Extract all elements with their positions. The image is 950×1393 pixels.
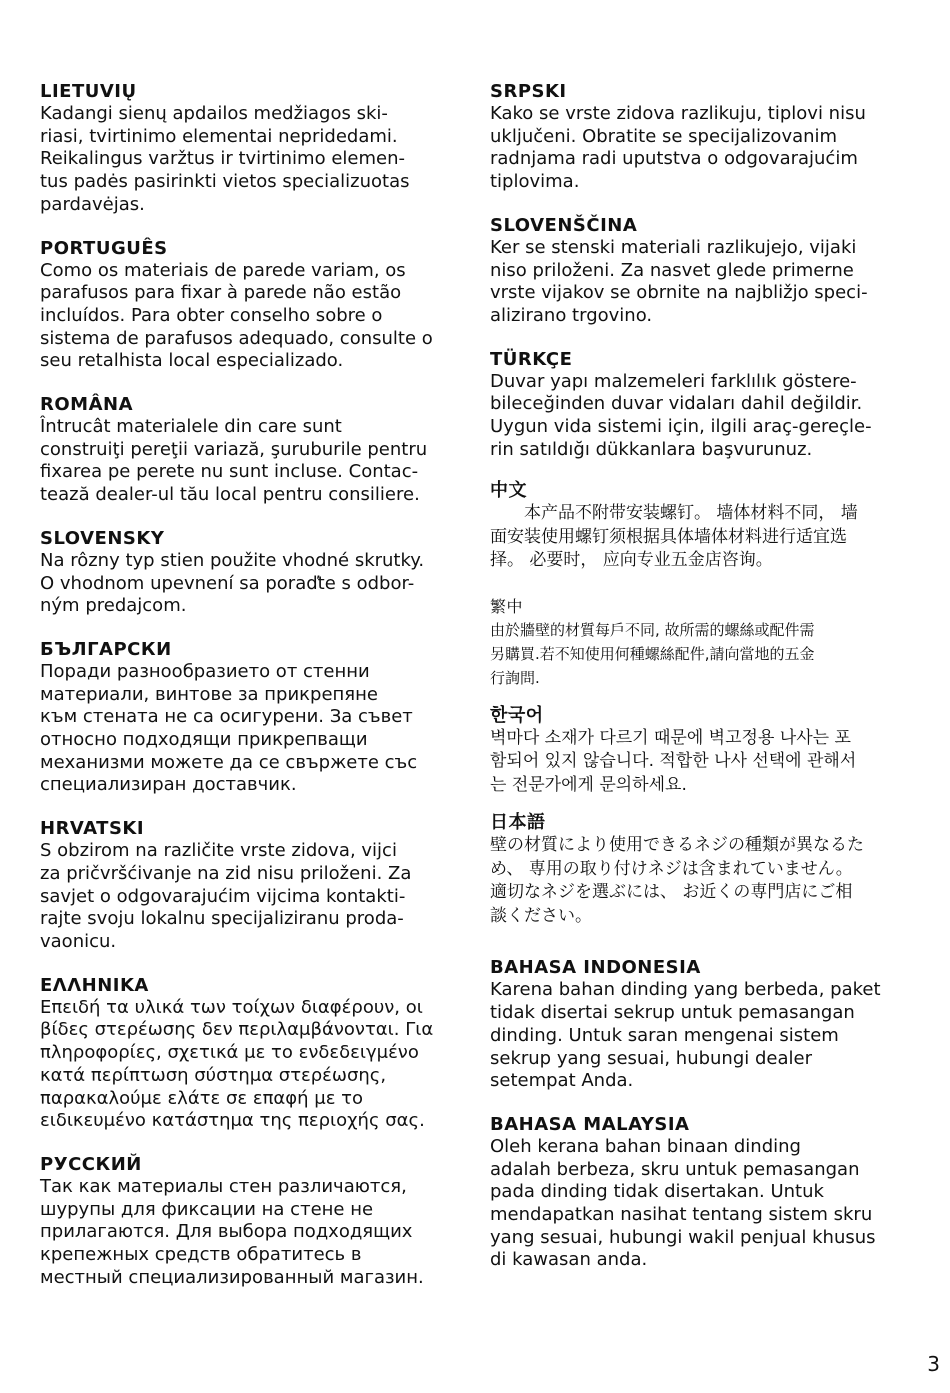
section-heading: BAHASA INDONESIA — [490, 957, 701, 979]
body-text-line: dinding. Untuk saran mengenai sistem — [490, 1024, 839, 1046]
body-text-line: mendapatkan nasihat tentang sistem skru — [490, 1204, 873, 1226]
body-text-line: към стената не са осигурени. За съвет — [40, 706, 413, 728]
body-text-line: 择。 必要时， 应向专业五金店咨询。 — [490, 550, 773, 571]
section-heading: SRPSKI — [490, 81, 567, 102]
body-text-line: pardavėjas. — [40, 193, 145, 215]
body-text-line: め、 専用の取り付けネジは含まれていません。 — [490, 858, 853, 879]
body-text-line: 由於牆壁的材質每戶不同, 故所需的螺絲或配件需 — [490, 620, 815, 639]
body-text-line: Como os materiais de parede variam, os — [40, 259, 406, 281]
section-portugues — [40, 237, 470, 374]
body-text-line: 벽마다 소재가 다르기 때문에 벽고정용 나사는 포 — [490, 727, 851, 748]
body-text-line: pada dinding tidak disertakan. Untuk — [490, 1181, 824, 1203]
section-lang-left_column-6 — [40, 974, 470, 1133]
section-turkce — [490, 348, 920, 462]
section-lang-right_column-4 — [490, 595, 920, 690]
section-hrvatski — [40, 817, 470, 954]
section-lietuviu — [40, 80, 470, 217]
body-text-line: 談ください。 — [490, 905, 592, 926]
section-lang-left_column-7 — [40, 1153, 470, 1290]
section-heading: 繁中 — [490, 596, 524, 616]
body-text-line: ειδικευμένο κατάστημα της περιοχής σας. — [40, 1110, 425, 1132]
section-heading: БЪЛГАРСКИ — [40, 638, 172, 660]
section-slovenscina — [490, 214, 920, 328]
section-lang-right_column-6 — [490, 811, 920, 928]
section-heading: 日本語 — [490, 812, 546, 834]
body-text-line: крепежных средств обратитесь в — [40, 1244, 362, 1266]
section-bahasa-malaysia — [490, 1113, 920, 1272]
body-text-line: механизми можете да се свържете със — [40, 751, 418, 773]
body-text-line: adalah berbeza, skru untuk pemasangan — [490, 1158, 860, 1180]
right-column — [490, 80, 920, 1272]
body-text-line: riasi, tvirtinimo elementai nepridedami. — [40, 125, 398, 147]
body-text-line: 適切なネジを選ぶには、 お近くの専門店にご相 — [490, 882, 853, 903]
body-text-line: savjet o odgovarajućim vijcima kontakti- — [40, 885, 406, 907]
body-text-line: yang sesuai, hubungi wakil penjual khusus — [490, 1226, 876, 1248]
body-text-line: относно подходящи прикрепващи — [40, 729, 368, 751]
body-text-line: κατά περίπτωση σύστημα στερέωσης, — [40, 1064, 387, 1086]
body-text-line: rin satıldığı dükkanlara başvurunuz. — [490, 438, 813, 460]
body-text-line: ným predajcom. — [40, 595, 187, 617]
section-heading: ROMÂNA — [40, 394, 133, 416]
section-bahasa-indonesia — [490, 956, 920, 1093]
body-text-line: O vhodnom upevnení sa poraďte s odbor- — [40, 572, 415, 594]
body-text-line: incluídos. Para obter conselho sobre o — [40, 304, 383, 326]
body-text-line: 行詢問. — [490, 668, 540, 687]
body-text-line: прилагаются. Для выбора подходящих — [40, 1221, 413, 1243]
body-text-line: niso priloženi. Za nasvet glede primerne — [490, 259, 854, 281]
body-text-line: tează dealer-ul tău local pentru consiliere. — [40, 484, 420, 506]
body-text-line: 另購買.若不知使用何種螺絲配件,請向當地的五金 — [490, 644, 815, 663]
section-lang-right_column-3 — [490, 479, 920, 573]
body-text-line: Поради разнообразието от стенни — [40, 660, 370, 682]
section-heading: PORTUGUÊS — [40, 237, 168, 259]
body-text-line: Întrucât materialele din care sunt — [40, 416, 342, 438]
body-text-line: 本产品不附带安装螺钉。 墙体材料不同， 墙 — [490, 503, 858, 524]
body-text-line: za pričvršćivanje na zid nisu priloženi. Za — [40, 862, 412, 884]
body-text-line: 는 전문가에게 문의하세요. — [490, 774, 687, 795]
body-text-line: bileceğinden duvar vidaları dahil değildir. — [490, 393, 863, 415]
body-text-line: vaonicu. — [40, 930, 117, 952]
section-heading: 中文 — [490, 480, 527, 502]
body-text-line: vrste vijakov se obrnite na najbližjo speci- — [490, 282, 868, 304]
body-text-line: 面安装使用螺钉须根据具体墙体材料进行适宜选 — [490, 526, 847, 547]
body-text-line: шурупы для фиксации на стене не — [40, 1198, 374, 1220]
body-text-line: tidak disertai sekrup untuk pemasangan — [490, 1002, 855, 1024]
section-heading: ΕΛΛΗΝΙΚΑ — [40, 974, 149, 996]
body-text-line: 壁の材質により使用できるネジの種類が異なるた — [490, 835, 864, 856]
body-text-line: S obzirom na različite vrste zidova, vijci — [40, 840, 397, 862]
body-text-line: Duvar yapı malzemeleri farklılık göstere- — [490, 370, 857, 392]
body-text-line: Reikalingus varžtus ir tvirtinimo elemen- — [40, 148, 405, 170]
body-text-line: fixarea pe perete nu sunt incluse. Contac- — [40, 461, 419, 483]
body-text-line: setempat Anda. — [490, 1070, 634, 1092]
section-heading: LIETUVIŲ — [40, 81, 137, 102]
page-number: 3 — [927, 1352, 940, 1376]
body-text-line: Ker se stenski materiali razlikujejo, vijaki — [490, 236, 857, 258]
section-slovensky — [40, 527, 470, 618]
body-text-line: Επειδή τα υλικά των τοίχων διαφέρουν, οι — [40, 996, 423, 1018]
section-heading: BAHASA MALAYSIA — [490, 1113, 690, 1135]
section-srpski — [490, 80, 920, 194]
body-text-line: alizirano trgovino. — [490, 304, 653, 326]
body-text-line: Так как материалы стен различаются, — [40, 1175, 407, 1197]
body-text-line: radnjama radi uputstva o odgovarajućim — [490, 148, 858, 170]
body-text-line: tus padės pasirinkti vietos specializuotas — [40, 171, 410, 193]
body-text-line: construiţi pereţii variază, şuruburile pentru — [40, 438, 428, 460]
body-text-line: Kadangi sienų apdailos medžiagos ski- — [40, 103, 388, 124]
body-text-line: seu retalhista local especializado. — [40, 350, 344, 372]
body-text-line: βίδες στερέωσης δεν περιλαμβάνονται. Για — [40, 1019, 434, 1041]
section-lang-left_column-4 — [40, 638, 470, 797]
section-heading: 한국어 — [490, 704, 544, 726]
body-text-line: πληροφορίες, σχετικά με το ενδεδειγμένο — [40, 1042, 419, 1064]
body-text-line: παρακαλούμε ελάτε σε επαφή με το — [40, 1087, 364, 1109]
body-text-line: Na rôzny typ stien použite vhodné skrutky. — [40, 549, 425, 571]
body-text-line: Kako se vrste zidova razlikuju, tiplovi nisu — [490, 103, 866, 124]
body-text-line: di kawasan anda. — [490, 1249, 648, 1271]
body-text-line: tiplovima. — [490, 171, 580, 193]
body-text-line: специализиран доставчик. — [40, 774, 297, 796]
section-heading: РУССКИЙ — [40, 1153, 142, 1175]
body-text-line: uključeni. Obratite se specijalizovanim — [490, 125, 838, 147]
section-heading: SLOVENŠČINA — [490, 214, 638, 236]
section-heading: SLOVENSKY — [40, 527, 165, 549]
section-romana — [40, 393, 470, 507]
left-column — [40, 80, 470, 1289]
body-text-line: местный специализированный магазин. — [40, 1266, 424, 1288]
section-heading: TÜRKÇE — [490, 348, 573, 370]
body-text-line: Oleh kerana bahan binaan dinding — [490, 1135, 801, 1157]
section-heading: HRVATSKI — [40, 818, 145, 840]
body-text-line: Uygun vida sistemi için, ilgili araç-gereçle- — [490, 416, 872, 438]
body-text-line: parafusos para fixar à parede não estão — [40, 282, 402, 304]
body-text-line: материали, винтове за прикрепяне — [40, 683, 378, 705]
body-text-line: sistema de parafusos adequado, consulte o — [40, 327, 433, 349]
body-text-line: rajte svoju lokalnu specijaliziranu proda- — [40, 908, 404, 930]
section-lang-right_column-5 — [490, 704, 920, 798]
body-text-line: 함되어 있지 않습니다. 적합한 나사 선택에 관해서 — [490, 751, 857, 772]
body-text-line: sekrup yang sesuai, hubungi dealer — [490, 1047, 812, 1069]
body-text-line: Karena bahan dinding yang berbeda, paket — [490, 979, 881, 1001]
